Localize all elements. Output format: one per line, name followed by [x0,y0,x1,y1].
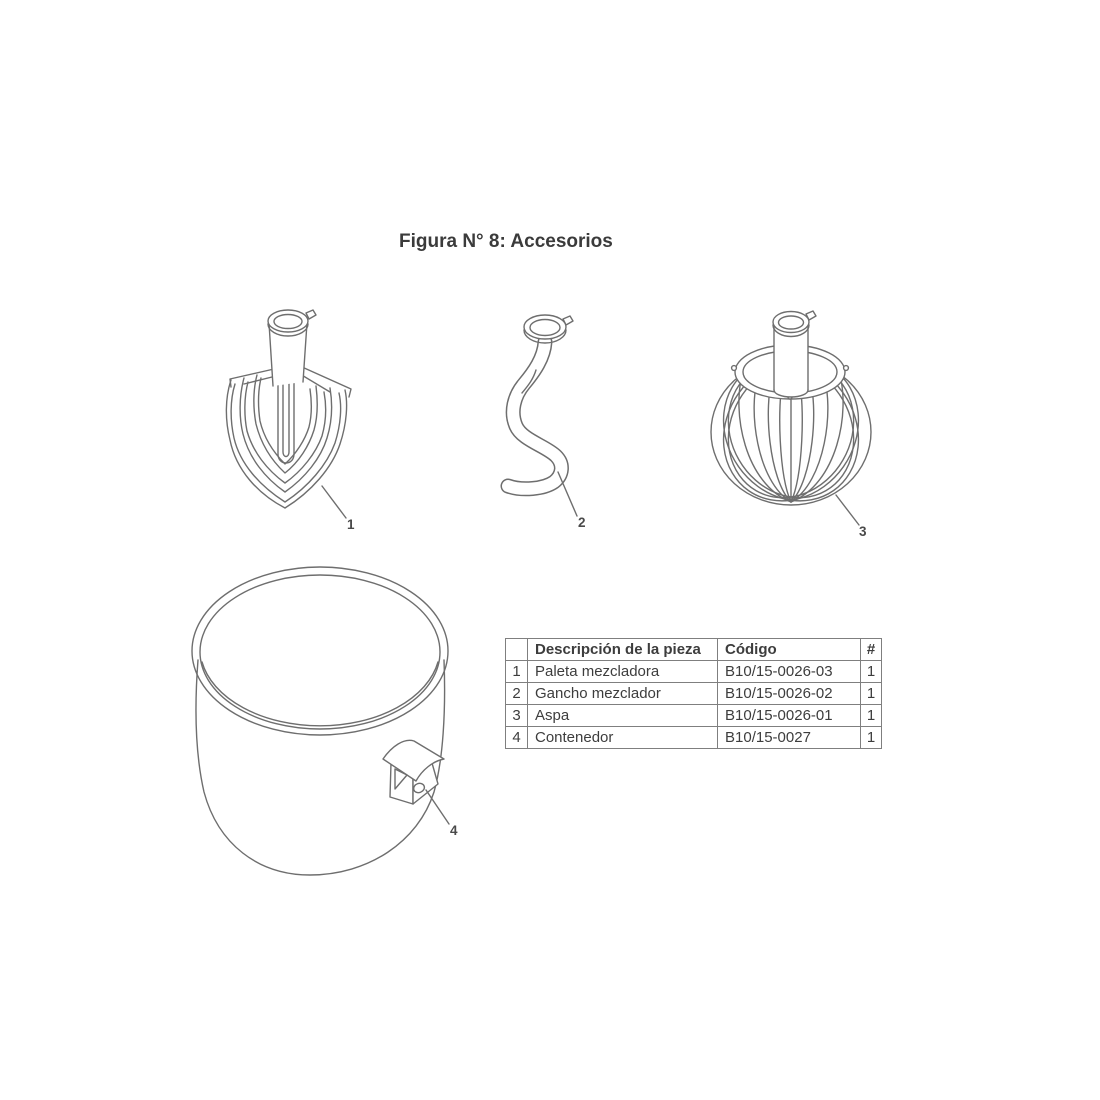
header-index [506,639,528,661]
table-row [506,727,882,749]
part-qty: 1 [861,683,882,705]
table-row [506,661,882,683]
dough-hook-drawing [478,298,608,533]
bowl-bracket [383,740,444,804]
paddle-attachment-drawing [218,294,370,534]
part-index: 3 [506,705,528,727]
bowl-body [192,567,448,875]
callout-label-4: 4 [450,823,458,838]
header-code: Código [718,639,861,661]
callout-leader-4 [426,790,449,824]
table-row [506,683,882,705]
part-description: Aspa [528,705,718,727]
table-row [506,705,882,727]
part-index: 1 [506,661,528,683]
hook-collar [524,315,573,343]
part-code: B10/15-0026-03 [718,661,861,683]
paddle-loops [226,375,346,508]
table-header-row [506,639,882,661]
part-index: 2 [506,683,528,705]
bowl-rim-band [202,662,438,726]
part-description: Contenedor [528,727,718,749]
parts-table [505,638,882,749]
part-code: B10/15-0026-02 [718,683,861,705]
header-description: Descripción de la pieza [528,639,718,661]
header-qty: # [861,639,882,661]
bowl-rim-inner [200,575,440,729]
part-description: Gancho mezclador [528,683,718,705]
part-qty: 1 [861,705,882,727]
figure-title: Figura N° 8: Accesorios [399,231,613,252]
callout-leader-3 [836,495,859,525]
whisk-drawing [695,296,890,541]
part-description: Paleta mezcladora [528,661,718,683]
callout-label-3: 3 [859,524,867,539]
bowl-drawing [176,560,476,895]
part-qty: 1 [861,727,882,749]
part-code: B10/15-0026-01 [718,705,861,727]
part-qty: 1 [861,661,882,683]
part-code: B10/15-0027 [718,727,861,749]
bowl-rim-outer [192,567,448,735]
hook-tube [508,342,561,489]
callout-label-1: 1 [347,517,355,532]
paddle-shaft [268,310,316,386]
callout-leader-2 [558,472,577,516]
part-index: 4 [506,727,528,749]
paddle-center-fork [278,382,294,463]
callout-label-2: 2 [578,515,586,530]
callout-leader-1 [322,486,346,518]
